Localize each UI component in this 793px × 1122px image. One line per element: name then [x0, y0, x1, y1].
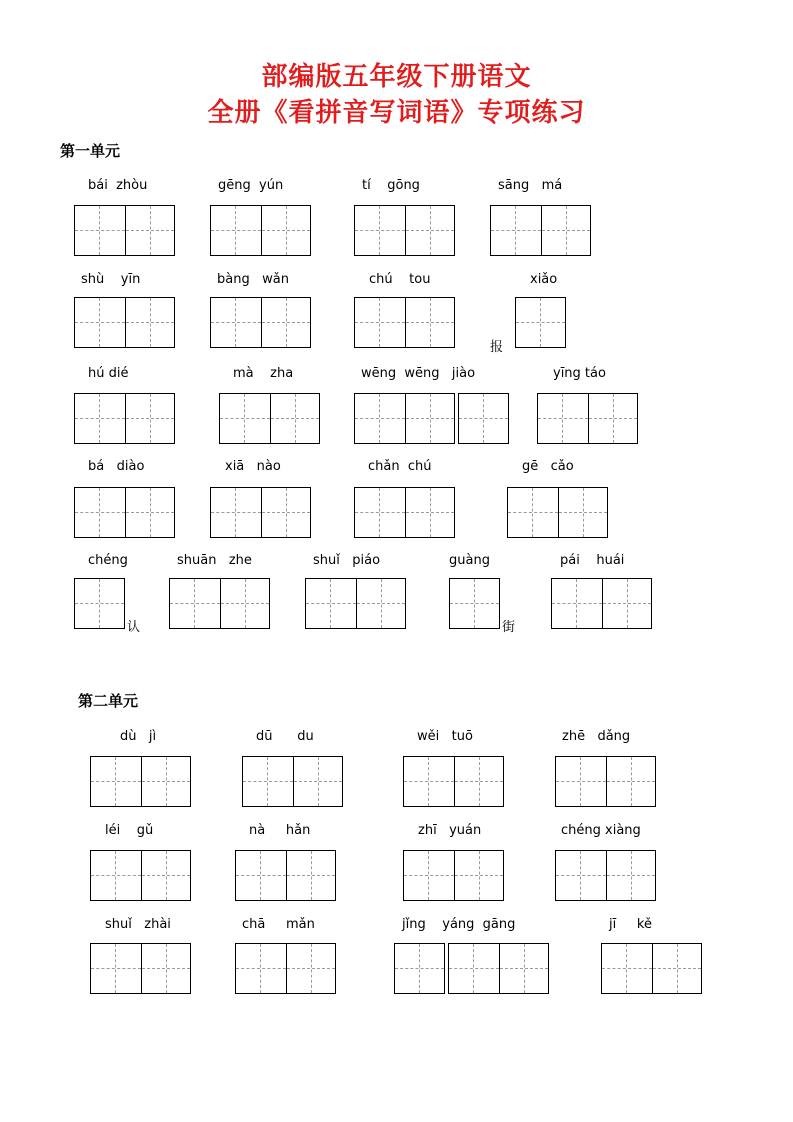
writing-cell[interactable]	[125, 488, 175, 537]
pinyin-label: xiǎo	[530, 272, 558, 287]
guide-line-horizontal	[538, 418, 588, 419]
writing-cell[interactable]	[91, 757, 141, 806]
writing-cell[interactable]	[261, 488, 311, 537]
tianzige-grid	[555, 850, 656, 901]
given-character: 认	[127, 620, 141, 635]
writing-cell[interactable]	[125, 394, 175, 443]
writing-cell[interactable]	[91, 944, 141, 993]
page-title-line2: 全册《看拼音写词语》专项练习	[207, 98, 586, 128]
writing-cell[interactable]	[141, 851, 191, 900]
writing-cell[interactable]	[449, 944, 499, 993]
tianzige-grid	[354, 487, 455, 538]
guide-line-horizontal	[556, 781, 606, 782]
writing-cell[interactable]	[454, 851, 504, 900]
writing-cell[interactable]	[220, 579, 270, 628]
pinyin-label: guàng	[449, 553, 490, 568]
writing-cell[interactable]	[125, 298, 175, 347]
pinyin-label: léi gǔ	[105, 823, 154, 838]
guide-line-horizontal	[262, 512, 311, 513]
pinyin-label: bàng wǎn	[217, 272, 289, 287]
writing-cell[interactable]	[75, 206, 125, 255]
guide-line-horizontal	[170, 603, 220, 604]
pinyin-label: dū du	[256, 729, 314, 744]
writing-cell[interactable]	[516, 298, 565, 347]
tianzige-grid	[169, 578, 270, 629]
guide-line-horizontal	[126, 512, 175, 513]
writing-cell[interactable]	[405, 488, 455, 537]
writing-cell[interactable]	[261, 206, 311, 255]
writing-cell[interactable]	[602, 944, 652, 993]
writing-cell[interactable]	[606, 757, 656, 806]
guide-line-horizontal	[262, 230, 311, 231]
unit2-heading: 第二单元	[78, 692, 139, 710]
guide-line-horizontal	[491, 230, 541, 231]
tianzige-grid	[90, 756, 191, 807]
guide-line-horizontal	[91, 781, 141, 782]
writing-cell[interactable]	[286, 851, 336, 900]
guide-line-horizontal	[75, 230, 125, 231]
tianzige-grid	[90, 850, 191, 901]
pinyin-label: chéng	[88, 553, 128, 568]
guide-line-horizontal	[75, 512, 125, 513]
pinyin-label: mà zha	[233, 366, 294, 381]
tianzige-grid	[515, 297, 566, 348]
writing-cell[interactable]	[75, 298, 125, 347]
writing-cell[interactable]	[355, 394, 405, 443]
tianzige-grid	[394, 943, 549, 994]
guide-line-horizontal	[271, 418, 320, 419]
tianzige-grid	[403, 850, 504, 901]
guide-line-horizontal	[500, 968, 549, 969]
pinyin-label: zhī yuán	[418, 823, 482, 838]
guide-line-horizontal	[450, 603, 499, 604]
tianzige-grid	[354, 205, 455, 256]
writing-cell[interactable]	[75, 394, 125, 443]
guide-line-horizontal	[306, 603, 356, 604]
tianzige-grid	[235, 850, 336, 901]
guide-line-horizontal	[404, 875, 454, 876]
writing-cell[interactable]	[91, 851, 141, 900]
writing-cell[interactable]	[75, 579, 124, 628]
writing-cell[interactable]	[220, 394, 270, 443]
writing-cell[interactable]	[293, 757, 343, 806]
writing-cell[interactable]	[588, 394, 638, 443]
guide-line-horizontal	[126, 418, 175, 419]
pinyin-label: gēng yún	[218, 178, 284, 193]
writing-cell[interactable]	[404, 757, 454, 806]
tianzige-grid	[507, 487, 608, 538]
writing-cell[interactable]	[270, 394, 320, 443]
guide-line-horizontal	[262, 322, 311, 323]
guide-line-horizontal	[607, 875, 656, 876]
tianzige-grid	[242, 756, 343, 807]
tianzige-grid	[490, 205, 591, 256]
pinyin-label: sāng má	[498, 178, 563, 193]
tianzige-grid	[74, 393, 175, 444]
writing-cell[interactable]	[261, 298, 311, 347]
given-character: 街	[502, 620, 516, 635]
writing-cell[interactable]	[141, 944, 191, 993]
tianzige-grid	[74, 487, 175, 538]
writing-cell[interactable]	[556, 851, 606, 900]
writing-cell[interactable]	[454, 757, 504, 806]
guide-line-horizontal	[355, 322, 405, 323]
guide-line-horizontal	[355, 230, 405, 231]
writing-cell[interactable]	[606, 851, 656, 900]
guide-line-horizontal	[220, 418, 270, 419]
tianzige-grid	[601, 943, 702, 994]
guide-line-horizontal	[126, 322, 175, 323]
guide-line-horizontal	[357, 603, 406, 604]
pinyin-label: tí gōng	[362, 178, 420, 193]
pinyin-label: pái huái	[560, 553, 625, 568]
guide-line-horizontal	[211, 230, 261, 231]
guide-line-horizontal	[406, 512, 455, 513]
writing-cell[interactable]	[405, 206, 455, 255]
guide-line-horizontal	[91, 968, 141, 969]
writing-cell[interactable]	[286, 944, 336, 993]
guide-line-horizontal	[653, 968, 702, 969]
writing-cell[interactable]	[125, 206, 175, 255]
writing-cell[interactable]	[558, 488, 608, 537]
tianzige-grid-part	[458, 393, 509, 444]
writing-cell[interactable]	[491, 206, 541, 255]
guide-line-horizontal	[603, 603, 652, 604]
guide-line-horizontal	[211, 322, 261, 323]
pinyin-label: wēng wēng jiào	[361, 366, 476, 381]
writing-cell[interactable]	[211, 488, 261, 537]
pinyin-label: shù yīn	[81, 272, 141, 287]
pinyin-label: bái zhòu	[88, 178, 148, 193]
writing-cell[interactable]	[450, 579, 499, 628]
writing-cell[interactable]	[243, 757, 293, 806]
pinyin-label: shuān zhe	[177, 553, 252, 568]
tianzige-grid	[235, 943, 336, 994]
guide-line-horizontal	[455, 875, 504, 876]
guide-line-horizontal	[508, 512, 558, 513]
pinyin-label: gē cǎo	[522, 459, 574, 474]
guide-line-horizontal	[75, 418, 125, 419]
writing-cell[interactable]	[355, 488, 405, 537]
guide-line-horizontal	[406, 230, 455, 231]
page-title-line1: 部编版五年级下册语文	[261, 62, 532, 92]
pinyin-label: zhē dǎng	[562, 729, 631, 744]
given-character: 报	[490, 340, 504, 355]
guide-line-horizontal	[142, 875, 191, 876]
writing-cell[interactable]	[211, 206, 261, 255]
guide-line-horizontal	[75, 322, 125, 323]
guide-line-horizontal	[406, 322, 455, 323]
guide-line-horizontal	[75, 603, 124, 604]
guide-line-horizontal	[449, 968, 499, 969]
writing-cell[interactable]	[508, 488, 558, 537]
guide-line-horizontal	[211, 512, 261, 513]
writing-cell[interactable]	[75, 488, 125, 537]
guide-line-horizontal	[404, 781, 454, 782]
writing-cell[interactable]	[170, 579, 220, 628]
tianzige-grid	[74, 297, 175, 348]
writing-cell[interactable]	[552, 579, 602, 628]
guide-line-horizontal	[552, 603, 602, 604]
pinyin-label: hú dié	[88, 366, 129, 381]
tianzige-grid	[210, 487, 311, 538]
writing-cell[interactable]	[405, 394, 455, 443]
tianzige-grid	[210, 297, 311, 348]
guide-line-horizontal	[455, 781, 504, 782]
pinyin-label: wěi tuō	[417, 729, 473, 744]
pinyin-label: shuǐ zhài	[105, 917, 171, 932]
writing-cell[interactable]	[306, 579, 356, 628]
pinyin-label: jī kě	[609, 917, 652, 932]
unit1-heading: 第一单元	[60, 142, 121, 160]
guide-line-horizontal	[287, 875, 336, 876]
guide-line-horizontal	[236, 875, 286, 876]
writing-cell[interactable]	[405, 298, 455, 347]
tianzige-grid	[90, 943, 191, 994]
guide-line-horizontal	[236, 968, 286, 969]
tianzige-grid	[555, 756, 656, 807]
guide-line-horizontal	[126, 230, 175, 231]
guide-line-horizontal	[542, 230, 591, 231]
tianzige-grid	[449, 578, 500, 629]
writing-cell[interactable]	[459, 394, 508, 443]
writing-cell[interactable]	[356, 579, 406, 628]
guide-line-horizontal	[221, 603, 270, 604]
tianzige-grid	[74, 205, 175, 256]
guide-line-horizontal	[556, 875, 606, 876]
guide-line-horizontal	[395, 968, 444, 969]
guide-line-horizontal	[602, 968, 652, 969]
writing-cell[interactable]	[141, 757, 191, 806]
writing-cell[interactable]	[355, 298, 405, 347]
guide-line-horizontal	[516, 322, 565, 323]
tianzige-grid	[210, 205, 311, 256]
pinyin-label: xiā nào	[225, 459, 281, 474]
writing-cell[interactable]	[395, 944, 444, 993]
tianzige-grid	[305, 578, 406, 629]
guide-line-horizontal	[294, 781, 343, 782]
guide-line-horizontal	[355, 418, 405, 419]
tianzige-grid-part	[394, 943, 445, 994]
writing-cell[interactable]	[556, 757, 606, 806]
tianzige-grid	[74, 578, 125, 629]
pinyin-label: chú tou	[369, 272, 431, 287]
guide-line-horizontal	[142, 781, 191, 782]
tianzige-grid	[219, 393, 320, 444]
pinyin-label: bá diào	[88, 459, 145, 474]
tianzige-grid	[354, 297, 455, 348]
pinyin-label: dù jì	[120, 729, 157, 744]
guide-line-horizontal	[142, 968, 191, 969]
writing-cell[interactable]	[538, 394, 588, 443]
guide-line-horizontal	[355, 512, 405, 513]
writing-cell[interactable]	[652, 944, 702, 993]
writing-cell[interactable]	[355, 206, 405, 255]
writing-cell[interactable]	[404, 851, 454, 900]
writing-cell[interactable]	[499, 944, 549, 993]
guide-line-horizontal	[243, 781, 293, 782]
pinyin-label: jǐng yáng gāng	[402, 917, 516, 932]
pinyin-label: shuǐ piáo	[313, 553, 381, 568]
tianzige-grid	[354, 393, 509, 444]
pinyin-label: nà hǎn	[249, 823, 311, 838]
guide-line-horizontal	[607, 781, 656, 782]
writing-cell[interactable]	[602, 579, 652, 628]
pinyin-label: chǎn chú	[368, 459, 432, 474]
writing-cell[interactable]	[236, 851, 286, 900]
tianzige-grid	[551, 578, 652, 629]
guide-line-horizontal	[459, 418, 508, 419]
pinyin-label: chā mǎn	[242, 917, 315, 932]
writing-cell[interactable]	[211, 298, 261, 347]
tianzige-grid	[537, 393, 638, 444]
guide-line-horizontal	[559, 512, 608, 513]
tianzige-grid-part	[448, 943, 549, 994]
guide-line-horizontal	[406, 418, 455, 419]
guide-line-horizontal	[589, 418, 638, 419]
writing-cell[interactable]	[236, 944, 286, 993]
pinyin-label: chéng xiàng	[561, 823, 641, 838]
pinyin-label: yīng táo	[553, 366, 606, 381]
guide-line-horizontal	[91, 875, 141, 876]
tianzige-grid-part	[354, 393, 455, 444]
guide-line-horizontal	[287, 968, 336, 969]
writing-cell[interactable]	[541, 206, 591, 255]
tianzige-grid	[403, 756, 504, 807]
